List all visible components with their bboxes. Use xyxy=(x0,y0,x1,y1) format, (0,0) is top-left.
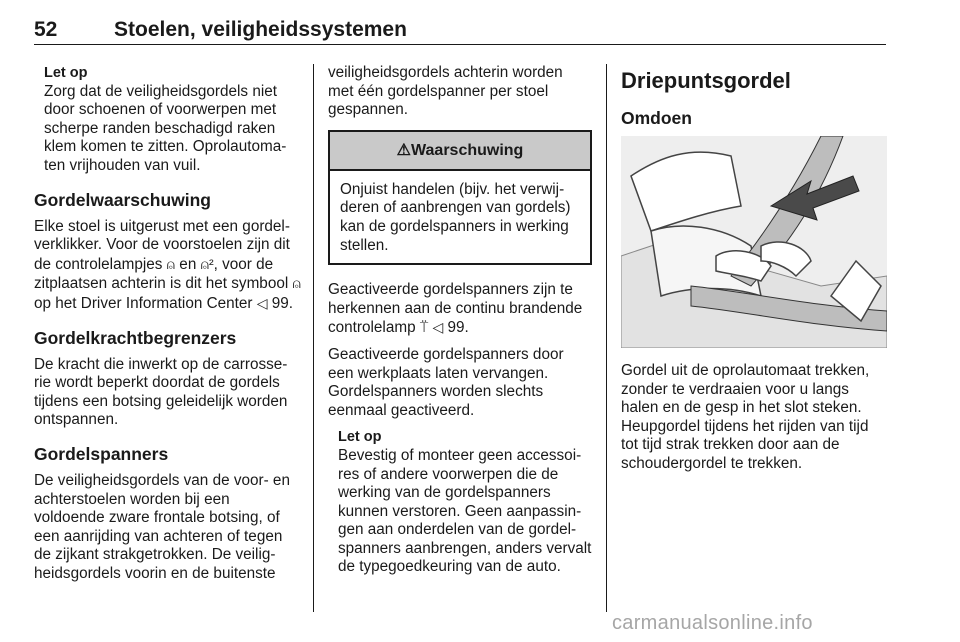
seatbelt-illustration xyxy=(621,136,887,348)
note-title: Let op xyxy=(44,65,88,81)
paragraph-replace: Geactiveerde gordelspanners door een werkplaats laten vervangen. Gordelspanners worden slechts eenmaal geactiveerd. xyxy=(328,345,564,419)
airbag-icon: ⍡ xyxy=(419,319,429,336)
watermark: carmanualsonline.info xyxy=(612,612,813,634)
note-block xyxy=(328,428,592,577)
page-reference: 99. xyxy=(443,319,469,337)
column-1 xyxy=(34,64,302,591)
page-reference-icon: ◁ xyxy=(432,319,444,336)
warning-header xyxy=(330,132,590,171)
section-text-gordelspanners: De veiligheidsgordels van de voor- en achterstoelen worden bij een voldoende zware frontale botsing, of een aanrijding van achteren of tegen de zijkant strakgetrokken. De veilig-heidsgordels voorin en de buitenste xyxy=(34,471,290,582)
section-heading-gordelspanners: Gordelspanners xyxy=(34,443,169,464)
warning-box xyxy=(328,130,592,265)
note-block xyxy=(34,64,302,176)
section-text-driepuntsgordel: Gordel uit de oprolautomaat trekken, zonder te verdraaien voor u langs halen en de gesp in het slot steken. Heupgordel tijdens het rijden van tijd tot tijd strak trekken door aan de schoudergordel te trekken. xyxy=(621,362,870,472)
page-reference-icon: ◁ xyxy=(256,294,268,311)
subheading-omdoen: Omdoen xyxy=(621,108,692,128)
seatbelt-2-icon: ⍝² xyxy=(200,255,214,272)
note-text: Bevestig of monteer geen accessoi-res of andere voorwerpen die de werking van de gordelspanners kunnen verstoren. Geen aanpassin-gen aan onderdelen van de gordel-spanners aanbrengen, anders vervalt de typegoedkeuring van de auto. xyxy=(338,446,592,576)
seatbelt-drawing xyxy=(621,136,887,348)
warning-text: Onjuist handelen (bijv. het verwij-deren of aanbrengen van gordels) kan de gordelspanners in werking stellen. xyxy=(340,180,571,254)
page-reference: 99. xyxy=(267,294,294,312)
section-heading-gordelwaarschuwing: Gordelwaarschuwing xyxy=(34,189,211,210)
intro-text: veiligheidsgordels achterin worden met één gordelspanner per stoel gespannen. xyxy=(328,64,563,119)
column-divider xyxy=(313,64,314,612)
warning-icon: ⚠ xyxy=(396,141,412,159)
page-title: Stoelen, veiligheidssystemen xyxy=(114,18,407,41)
section-heading-driepuntsgordel: Driepuntsgordel xyxy=(621,68,791,93)
note-text: Zorg dat de veiligheidsgordels niet door schoenen of voorwerpen met scherpe randen beschadigd raken klem komen te zitten. Oprolautoma-ten vrijhouden van vuil. xyxy=(44,82,287,174)
seatbelt-icon: ⍝ xyxy=(292,275,301,292)
column-3 xyxy=(621,64,887,482)
seatbelt-icon: ⍝ xyxy=(166,255,176,272)
paragraph-activated: Geactiveerde gordelspanners zijn te herkennen aan de continu brandende controlelamp ⍡ ◁ 99. xyxy=(328,281,583,337)
column-2 xyxy=(328,64,592,577)
section-heading-gordelkrachtbegrenzers: Gordelkrachtbegrenzers xyxy=(34,327,237,348)
page-number: 52 xyxy=(34,18,58,41)
column-divider xyxy=(606,64,607,612)
warning-title: Waarschuwing xyxy=(411,141,524,159)
section-text-gordelkrachtbegrenzers: De kracht die inwerkt op de carrosse-rie wordt beperkt doordat de gordels tijdens een botsing geleidelijk worden ontspannen. xyxy=(34,355,288,429)
section-text-gordelwaarschuwing: Elke stoel is uitgerust met een gordel-verklikker. Voor de voorstoelen zijn dit de controlelampjes ⍝ en ⍝², voor de zitplaatsen achterin is dit het symbool ⍝ op het Driver Information Center ◁ 99. xyxy=(34,217,301,312)
page-header xyxy=(34,14,886,45)
note-title: Let op xyxy=(338,429,382,446)
